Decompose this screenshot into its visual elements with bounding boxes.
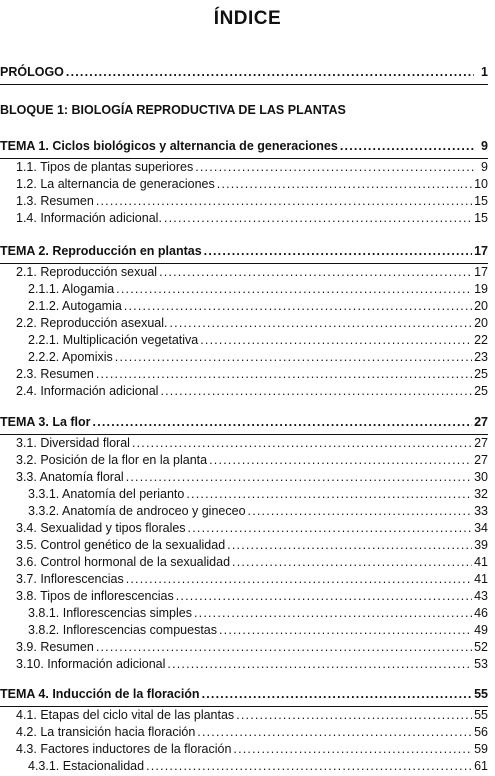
toc-page: 27	[474, 436, 488, 450]
toc-label: 4.3. Factores inductores de la floración	[16, 742, 232, 756]
toc-entry[interactable]	[16, 656, 488, 672]
toc-entry[interactable]	[16, 383, 488, 399]
toc-page: 1	[481, 65, 488, 79]
toc-entry[interactable]	[28, 281, 488, 297]
toc-label: 3.9. Resumen	[16, 640, 94, 654]
toc-entry[interactable]	[16, 193, 488, 209]
toc-label: 3.8.1. Inflorescencias simples	[28, 606, 192, 620]
toc-entry[interactable]	[16, 639, 488, 655]
toc-label: PRÓLOGO	[0, 65, 64, 79]
toc-label: 4.1. Etapas del ciclo vital de las plantas	[16, 708, 235, 722]
toc-chapter-entry[interactable]	[0, 138, 488, 154]
toc-entry-prologo[interactable]	[0, 64, 488, 80]
toc-page: 56	[474, 725, 488, 739]
toc-page: 22	[474, 333, 488, 347]
leader-dots	[236, 707, 472, 723]
toc-page: 20	[474, 316, 488, 330]
leader-dots	[188, 520, 473, 536]
leader-dots	[164, 210, 472, 226]
toc-entry[interactable]	[16, 264, 488, 280]
toc-entry[interactable]	[16, 469, 488, 485]
leader-dots	[115, 349, 472, 365]
toc-entry[interactable]	[28, 349, 488, 365]
toc-page: 46	[474, 606, 488, 620]
toc-label: 3.3. Anatomía floral	[16, 470, 124, 484]
leader-dots	[96, 366, 472, 382]
toc-label: 3.1. Diversidad floral	[16, 436, 130, 450]
toc-label: 1.3. Resumen	[16, 194, 94, 208]
toc-page: 20	[474, 299, 488, 313]
toc-page: 9	[481, 160, 488, 174]
toc-entry[interactable]	[16, 366, 488, 382]
leader-dots	[167, 656, 472, 672]
toc-label: 3.7. Inflorescencias	[16, 572, 124, 586]
toc-entry[interactable]	[28, 503, 488, 519]
toc-label: TEMA 4. Inducción de la floración	[0, 687, 200, 701]
leader-dots	[186, 486, 472, 502]
toc-page: 33	[474, 504, 488, 518]
toc-entry[interactable]	[28, 605, 488, 621]
bloque-heading: BLOQUE 1: BIOLOGÍA REPRODUCTIVA DE LAS PLANTAS	[0, 103, 346, 117]
toc-label: 4.2. La transición hacia floración	[16, 725, 196, 739]
toc-page: 39	[474, 538, 488, 552]
toc-chapter-entry[interactable]	[0, 243, 488, 259]
toc-label: 2.2.1. Multiplicación vegetativa	[28, 333, 199, 347]
toc-page: 53	[474, 657, 488, 671]
toc-page: 9	[481, 139, 488, 153]
leader-dots	[159, 264, 472, 280]
toc-entry[interactable]	[16, 554, 488, 570]
toc-page: 43	[474, 589, 488, 603]
toc-page: 55	[474, 708, 488, 722]
toc-page: 27	[474, 453, 488, 467]
toc-entry[interactable]	[16, 537, 488, 553]
leader-dots	[116, 281, 472, 297]
toc-label: 1.4. Información adicional.	[16, 211, 162, 225]
toc-entry[interactable]	[16, 724, 488, 740]
toc-entry[interactable]	[16, 588, 488, 604]
toc-label: 3.8.2. Inflorescencias compuestas	[28, 623, 217, 637]
leader-dots	[232, 554, 472, 570]
toc-page: 49	[474, 623, 488, 637]
toc-page: 10	[474, 177, 488, 191]
leader-dots	[233, 741, 472, 757]
toc-label: 2.2. Reproducción asexual.	[16, 316, 168, 330]
toc-label: 3.3.1. Anatomía del perianto	[28, 487, 185, 501]
toc-page: 61	[474, 759, 488, 773]
toc-entry[interactable]	[16, 520, 488, 536]
toc-label: 3.4. Sexualidad y tipos florales	[16, 521, 186, 535]
leader-dots	[176, 588, 472, 604]
leader-dots	[160, 383, 472, 399]
toc-label: 2.2.2. Apomixis	[28, 350, 113, 364]
leader-dots	[204, 243, 472, 259]
toc-label: 3.6. Control hormonal de la sexualidad	[16, 555, 231, 569]
toc-entry[interactable]	[16, 452, 488, 468]
leader-dots	[132, 435, 472, 451]
toc-page: 52	[474, 640, 488, 654]
toc-page: 15	[474, 211, 488, 225]
toc-page: 34	[474, 521, 488, 535]
toc-page: 19	[474, 282, 488, 296]
toc-page: 17	[474, 265, 488, 279]
toc-page: 23	[474, 350, 488, 364]
toc-label: TEMA 3. La flor	[0, 415, 91, 429]
toc-label: 4.3.1. Estacionalidad	[28, 759, 145, 773]
leader-dots	[126, 469, 472, 485]
toc-page: 25	[474, 367, 488, 381]
leader-dots	[202, 686, 473, 702]
toc-label: 2.1.2. Autogamia	[28, 299, 122, 313]
toc-entry[interactable]	[28, 486, 488, 502]
toc-label: 3.10. Información adicional	[16, 657, 166, 671]
toc-entry[interactable]	[28, 758, 488, 774]
leader-dots	[248, 503, 473, 519]
leader-dots	[195, 159, 474, 175]
toc-page: 27	[474, 415, 488, 429]
page-title: ÍNDICE	[213, 8, 282, 29]
toc-page: 17	[474, 244, 488, 258]
toc-label: 2.3. Resumen	[16, 367, 94, 381]
toc-page: 15	[474, 194, 488, 208]
leader-dots	[200, 332, 472, 348]
toc-entry[interactable]	[16, 741, 488, 757]
toc-chapter-entry[interactable]	[0, 414, 488, 430]
toc-entry[interactable]	[16, 210, 488, 226]
toc-label: TEMA 1. Ciclos biológicos y alternancia de generaciones	[0, 139, 338, 153]
toc-entry[interactable]	[16, 435, 488, 451]
leader-dots	[66, 64, 474, 80]
toc-label: 1.2. La alternancia de generaciones	[16, 177, 215, 191]
toc-entry[interactable]	[28, 622, 488, 638]
toc-label: 2.1.1. Alogamia	[28, 282, 115, 296]
toc-chapter-entry[interactable]	[0, 686, 488, 702]
toc-label: 3.2. Posición de la flor en la planta	[16, 453, 208, 467]
toc-label: 2.1. Reproducción sexual	[16, 265, 158, 279]
toc-label: 2.4. Información adicional	[16, 384, 159, 398]
leader-dots	[146, 758, 472, 774]
toc-entry[interactable]	[16, 315, 488, 331]
toc-page: 41	[474, 572, 488, 586]
leader-dots	[93, 414, 473, 430]
leader-dots	[227, 537, 472, 553]
divider	[0, 84, 488, 85]
toc-entry[interactable]	[16, 707, 488, 723]
leader-dots	[340, 138, 474, 154]
toc-page: 25	[474, 384, 488, 398]
toc-entry[interactable]	[28, 332, 488, 348]
leader-dots	[194, 605, 472, 621]
toc-label: 1.1. Tipos de plantas superiores	[16, 160, 194, 174]
toc-label: TEMA 2. Reproducción en plantas	[0, 244, 202, 258]
leader-dots	[217, 176, 472, 192]
toc-page: 59	[474, 742, 488, 756]
leader-dots	[124, 298, 472, 314]
leader-dots	[96, 639, 472, 655]
toc-entry[interactable]	[16, 571, 488, 587]
toc-entry[interactable]	[16, 159, 488, 175]
toc-page: 55	[474, 687, 488, 701]
leader-dots	[126, 571, 472, 587]
toc-label: 3.5. Control genético de la sexualidad	[16, 538, 226, 552]
leader-dots	[96, 193, 472, 209]
toc-page: 30	[474, 470, 488, 484]
toc-label: 3.8. Tipos de inflorescencias	[16, 589, 174, 603]
leader-dots	[169, 315, 472, 331]
leader-dots	[209, 452, 472, 468]
toc-label: 3.3.2. Anatomía de androceo y gineceo	[28, 504, 246, 518]
toc-page: 41	[474, 555, 488, 569]
toc-entry[interactable]	[16, 176, 488, 192]
toc-page: 32	[474, 487, 488, 501]
toc-entry[interactable]	[28, 298, 488, 314]
leader-dots	[197, 724, 472, 740]
leader-dots	[219, 622, 472, 638]
